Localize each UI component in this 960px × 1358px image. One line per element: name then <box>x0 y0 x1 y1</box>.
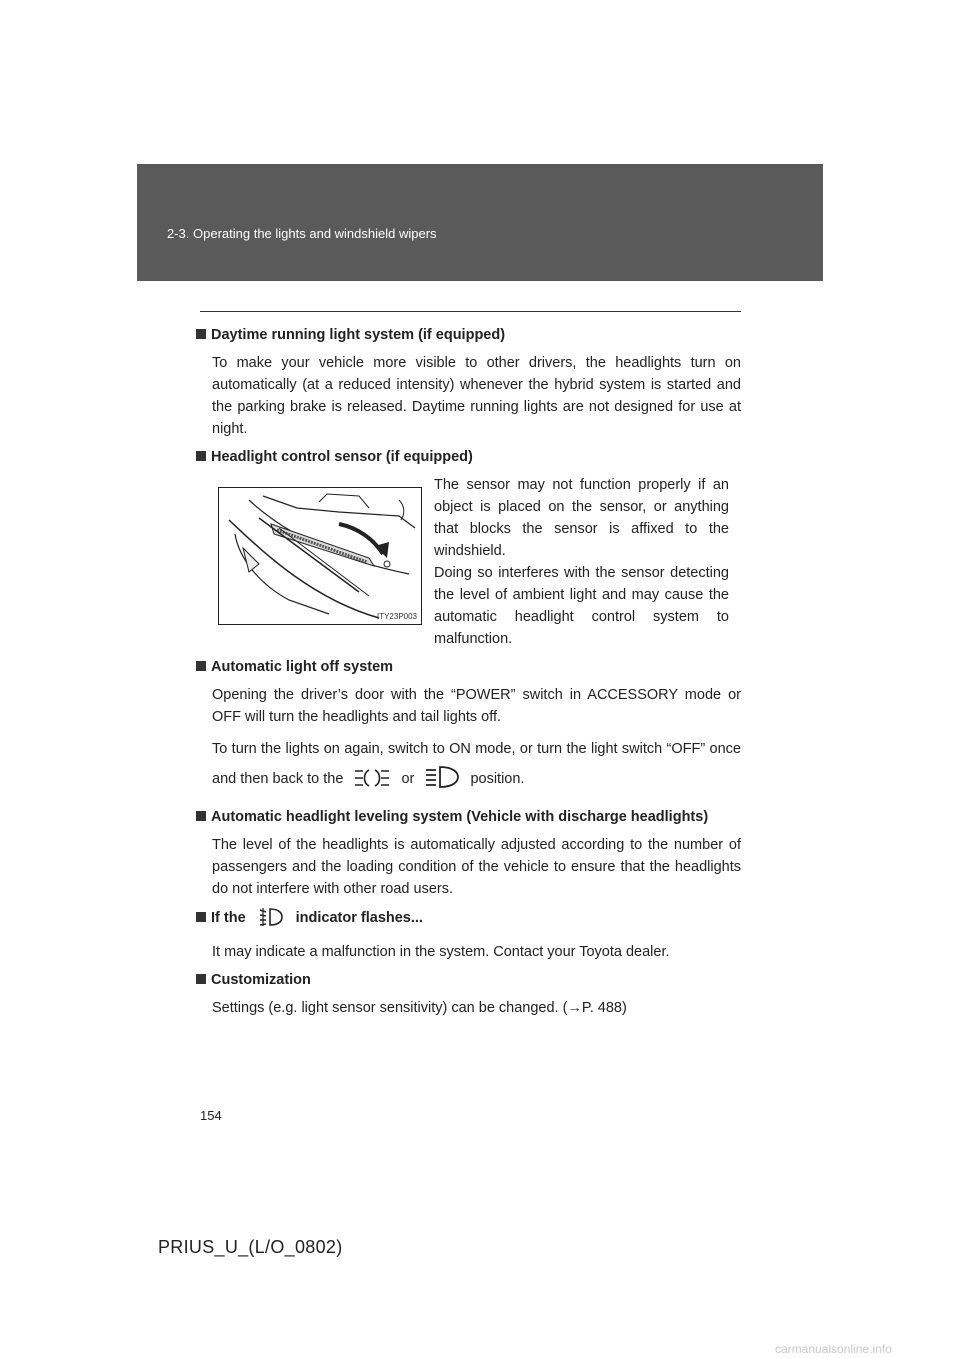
windshield-sensor-illustration <box>218 487 422 625</box>
section-headlight-leveling <box>196 806 741 900</box>
section-body: It may indicate a malfunction in the system. Contact your Toyota dealer. <box>212 944 670 960</box>
section-title: Customization <box>211 972 311 988</box>
section-body <box>434 474 729 650</box>
section-title: Daytime running light system (if equipped) <box>211 327 506 343</box>
section-automatic-light-off <box>196 656 741 800</box>
page-number: 154 <box>200 1108 222 1123</box>
bullet-square-icon <box>196 661 206 671</box>
page-content <box>196 324 741 1025</box>
chapter-header-band <box>137 164 823 281</box>
section-body-2: To turn the lights on again, switch to ON mode, or turn the light switch “OFF” once and then back to the or position. <box>212 734 741 800</box>
section-customization <box>196 969 741 1019</box>
headlight-icon <box>424 765 460 800</box>
section-divider <box>200 311 741 312</box>
section-body: The level of the headlights is automatically adjusted according to the number of passengers and the loading condition of the vehicle to ensure that the headlights do not interfere with other road users. <box>212 837 741 897</box>
leveling-indicator-icon <box>258 906 284 935</box>
bullet-square-icon <box>196 974 206 984</box>
bullet-square-icon <box>196 811 206 821</box>
bullet-square-icon <box>196 329 206 339</box>
section-indicator-flashes: If the indicator flashes... It may indicate a malfunction in the system. Contact your Toyota dealer. <box>196 906 741 963</box>
section-title: Automatic light off system <box>211 659 394 675</box>
section-title: Automatic headlight leveling system (Vehicle with discharge headlights) <box>211 809 709 825</box>
bullet-square-icon <box>196 451 206 461</box>
section-daytime-running-light <box>196 324 741 440</box>
section-body: Opening the driver’s door with the “POWER” switch in ACCESSORY mode or OFF will turn the headlights and tail lights off. <box>212 687 741 725</box>
sensor-body-text: The sensor may not function properly if an object is placed on the sensor, or anything that blocks the sensor is affixed to the windshield. Doing so interferes with the sensor detecting the level of ambient light and may cause the automatic headlight control system to malfunction. <box>434 477 729 647</box>
footer-code: PRIUS_U_(L/O_0802) <box>158 1237 343 1257</box>
tail-light-icon <box>353 767 391 800</box>
watermark: carmanualsonline.info <box>775 1342 892 1356</box>
section-title: Headlight control sensor (if equipped) <box>211 449 473 465</box>
chapter-title: 2-3. Operating the lights and windshield wipers <box>167 226 437 241</box>
windshield-sensor-icon <box>219 488 421 624</box>
section-headlight-control-sensor <box>196 446 741 650</box>
section-body: Settings (e.g. light sensor sensitivity) can be changed. (→P. 488) <box>212 1000 627 1016</box>
section-body: To make your vehicle more visible to other drivers, the headlights turn on automatically (at a reduced intensity) whenever the hybrid system is started and the parking brake is released. Daytime running lights are not designed for use at night. <box>212 355 741 437</box>
figure-code: ITY23P003 <box>376 612 417 621</box>
bullet-square-icon <box>196 912 206 922</box>
